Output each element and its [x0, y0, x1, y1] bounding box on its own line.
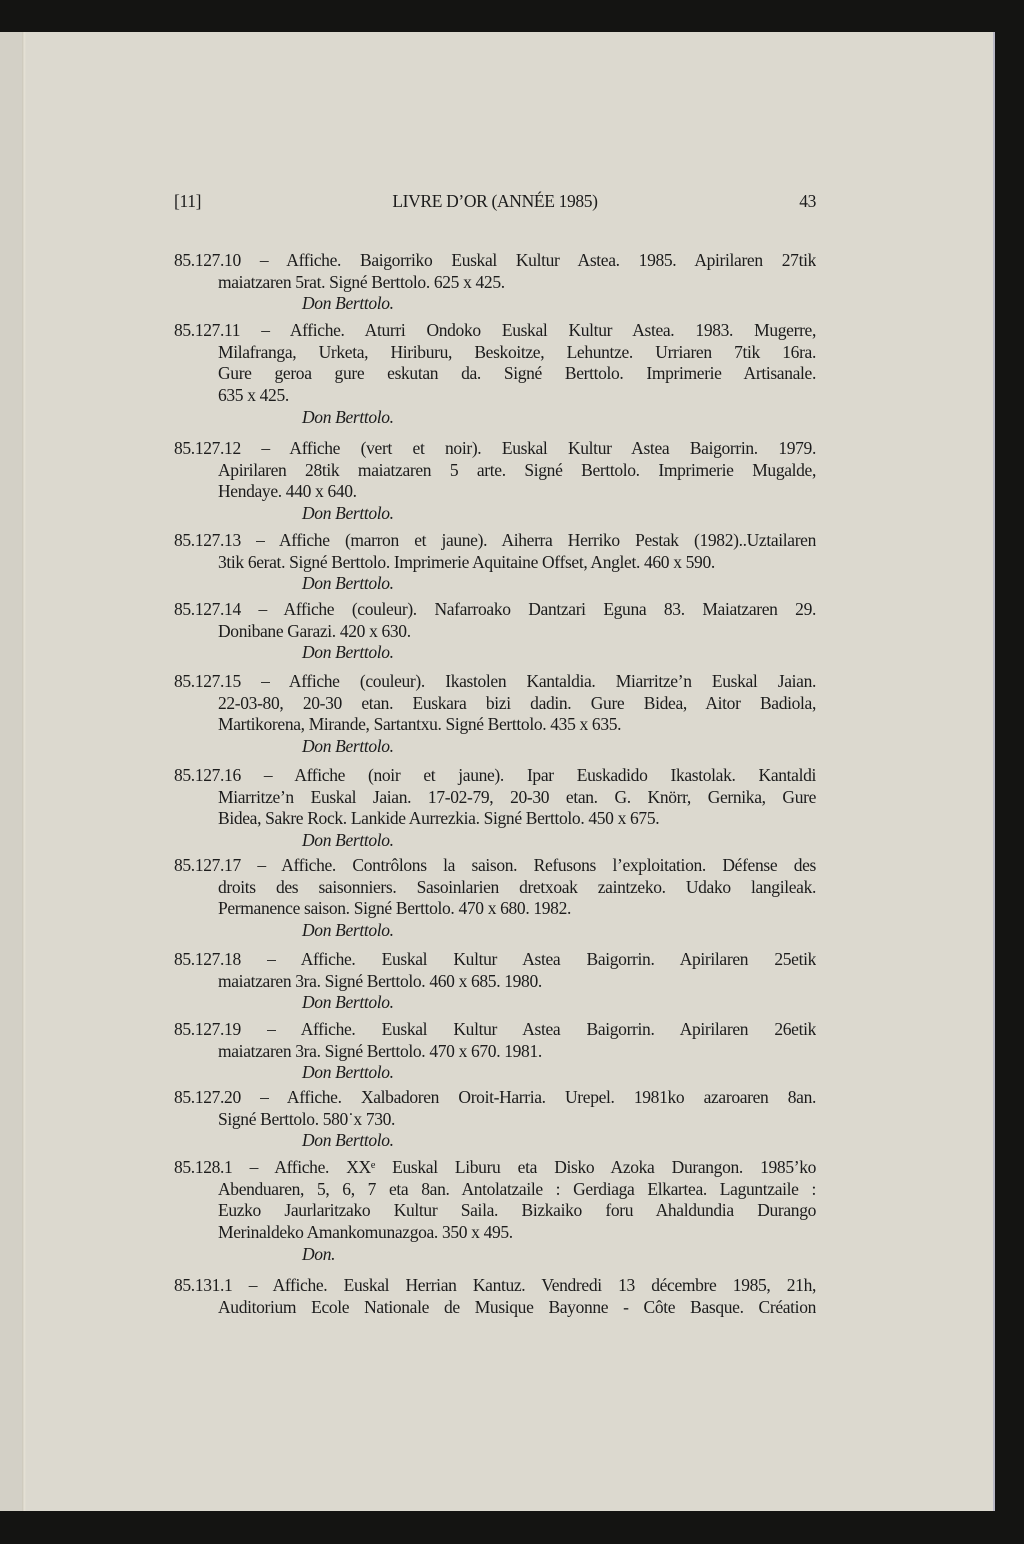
- entry-first-line: 85.127.11 – Affiche. Aturri Ondoko Euskal Kultur Astea. 1983. Mugerre,: [174, 320, 816, 340]
- page-number: 43: [799, 191, 816, 211]
- donor-line: Don Berttolo.: [302, 736, 394, 757]
- entry-line: Martikorena, Mirande, Sartantxu. Signé Berttolo. 435 x 635.: [218, 714, 622, 735]
- entry-line: 635 x 425.: [218, 385, 289, 406]
- entry-first-line: 85.127.17 – Affiche. Contrôlons la saison. Refusons l’exploitation. Défense des: [174, 855, 816, 875]
- entry-line: maiatzaren 3ra. Signé Berttolo. 470 x 670. 1981.: [218, 1040, 542, 1061]
- catalogue-entry: [174, 1157, 816, 1265]
- catalogue-entry: [174, 1019, 816, 1084]
- catalogue-entry: [174, 250, 816, 315]
- catalogue-entry: [174, 671, 816, 758]
- entry-line: maiatzaren 3ra. Signé Berttolo. 460 x 685. 1980.: [218, 970, 542, 991]
- donor-line: Don Berttolo.: [302, 1130, 394, 1151]
- donor-line: Don Berttolo.: [302, 992, 394, 1013]
- entry-line: Euzko Jaurlaritzako Kultur Saila. Bizkaiko foru Ahaldundia Durango: [218, 1200, 816, 1221]
- entry-first-line: 85.127.10 – Affiche. Baigorriko Euskal Kultur Astea. 1985. Apirilaren 27tik: [174, 250, 816, 270]
- donor-line: Don Berttolo.: [302, 406, 394, 427]
- entry-first-line: 85.128.1 – Affiche. XXᵉ Euskal Liburu eta Disko Azoka Durangon. 1985’ko: [174, 1157, 816, 1177]
- catalogue-entry: [174, 949, 816, 1014]
- entry-first-line: 85.127.12 – Affiche (vert et noir). Euskal Kultur Astea Baigorrin. 1979.: [174, 438, 816, 458]
- entry-line: Hendaye. 440 x 640.: [218, 481, 357, 502]
- entry-first-line: 85.127.13 – Affiche (marron et jaune). Aiherra Herriko Pestak (1982)..Uztailaren: [174, 530, 816, 550]
- donor-line: Don Berttolo.: [302, 920, 394, 941]
- catalogue-entry: [174, 765, 816, 852]
- donor-line: Don Berttolo.: [302, 573, 394, 594]
- entry-first-line: 85.127.16 – Affiche (noir et jaune). Ipar Euskadido Ikastolak. Kantaldi: [174, 765, 816, 785]
- entry-line: maiatzaren 5rat. Signé Berttolo. 625 x 425.: [218, 271, 505, 292]
- entry-line: Donibane Garazi. 420 x 630.: [218, 620, 411, 641]
- entry-first-line: 85.127.20 – Affiche. Xalbadoren Oroit-Harria. Urepel. 1981ko azaroaren 8an.: [174, 1087, 816, 1107]
- running-title: LIVRE D’OR (ANNÉE 1985): [392, 191, 598, 211]
- entry-line: Merinaldeko Amankomunazgoa. 350 x 495.: [218, 1222, 513, 1243]
- entry-line: droits des saisonniers. Sasoinlarien dretxoak zaintzeko. Udako langileak.: [218, 876, 816, 897]
- entry-line: Auditorium Ecole Nationale de Musique Bayonne - Côte Basque. Création: [218, 1296, 816, 1317]
- entry-line: Bidea, Sakre Rock. Lankide Aurrezkia. Signé Berttolo. 450 x 675.: [218, 808, 660, 829]
- entry-first-line: 85.127.15 – Affiche (couleur). Ikastolen Kantaldia. Miarritze’n Euskal Jaian.: [174, 671, 816, 691]
- entry-line: Apirilaren 28tik maiatzaren 5 arte. Signé Berttolo. Imprimerie Mugalde,: [218, 459, 816, 480]
- entry-first-line: 85.131.1 – Affiche. Euskal Herrian Kantuz. Vendredi 13 décembre 1985, 21h,: [174, 1275, 816, 1295]
- page-gutter: [22, 32, 26, 1511]
- donor-line: Don Berttolo.: [302, 293, 394, 314]
- entry-line: Signé Berttolo. 580˙x 730.: [218, 1108, 396, 1129]
- donor-line: Don Berttolo.: [302, 503, 394, 524]
- catalogue-entry: [174, 530, 816, 595]
- donor-line: Don Berttolo.: [302, 1062, 394, 1083]
- entry-line: Milafranga, Urketa, Hiriburu, Beskoitze, Lehuntze. Urriaren 7tik 16ra.: [218, 341, 816, 362]
- catalogue-entry: [174, 1087, 816, 1152]
- donor-line: Don Berttolo.: [302, 830, 394, 851]
- facing-page-edge: [0, 32, 22, 1511]
- entry-first-line: 85.127.18 – Affiche. Euskal Kultur Astea Baigorrin. Apirilaren 25etik: [174, 949, 816, 969]
- entry-first-line: 85.127.19 – Affiche. Euskal Kultur Astea Baigorrin. Apirilaren 26etik: [174, 1019, 816, 1039]
- donor-line: Don Berttolo.: [302, 642, 394, 663]
- entry-line: 3tik 6erat. Signé Berttolo. Imprimerie Aquitaine Offset, Anglet. 460 x 590.: [218, 551, 715, 572]
- section-number: [11]: [174, 191, 202, 211]
- donor-line: Don.: [302, 1243, 336, 1264]
- catalogue-entry: [174, 855, 816, 942]
- catalogue-entry: [174, 1275, 816, 1318]
- entry-line: Permanence saison. Signé Berttolo. 470 x 680. 1982.: [218, 898, 572, 919]
- catalogue-entry: [174, 599, 816, 664]
- entry-line: 22-03-80, 20-30 etan. Euskara bizi dadin. Gure Bidea, Aitor Badiola,: [218, 692, 816, 713]
- entry-first-line: 85.127.14 – Affiche (couleur). Nafarroako Dantzari Eguna 83. Maiatzaren 29.: [174, 599, 816, 619]
- catalogue-entry: [174, 320, 816, 428]
- entry-line: Gure geroa gure eskutan da. Signé Berttolo. Imprimerie Artisanale.: [218, 363, 816, 384]
- entry-line: Abenduaren, 5, 6, 7 eta 8an. Antolatzaile : Gerdiaga Elkartea. Laguntzaile :: [218, 1178, 816, 1199]
- entry-line: Miarritze’n Euskal Jaian. 17-02-79, 20-30 etan. G. Knörr, Gernika, Gure: [218, 786, 816, 807]
- catalogue-entry: [174, 438, 816, 525]
